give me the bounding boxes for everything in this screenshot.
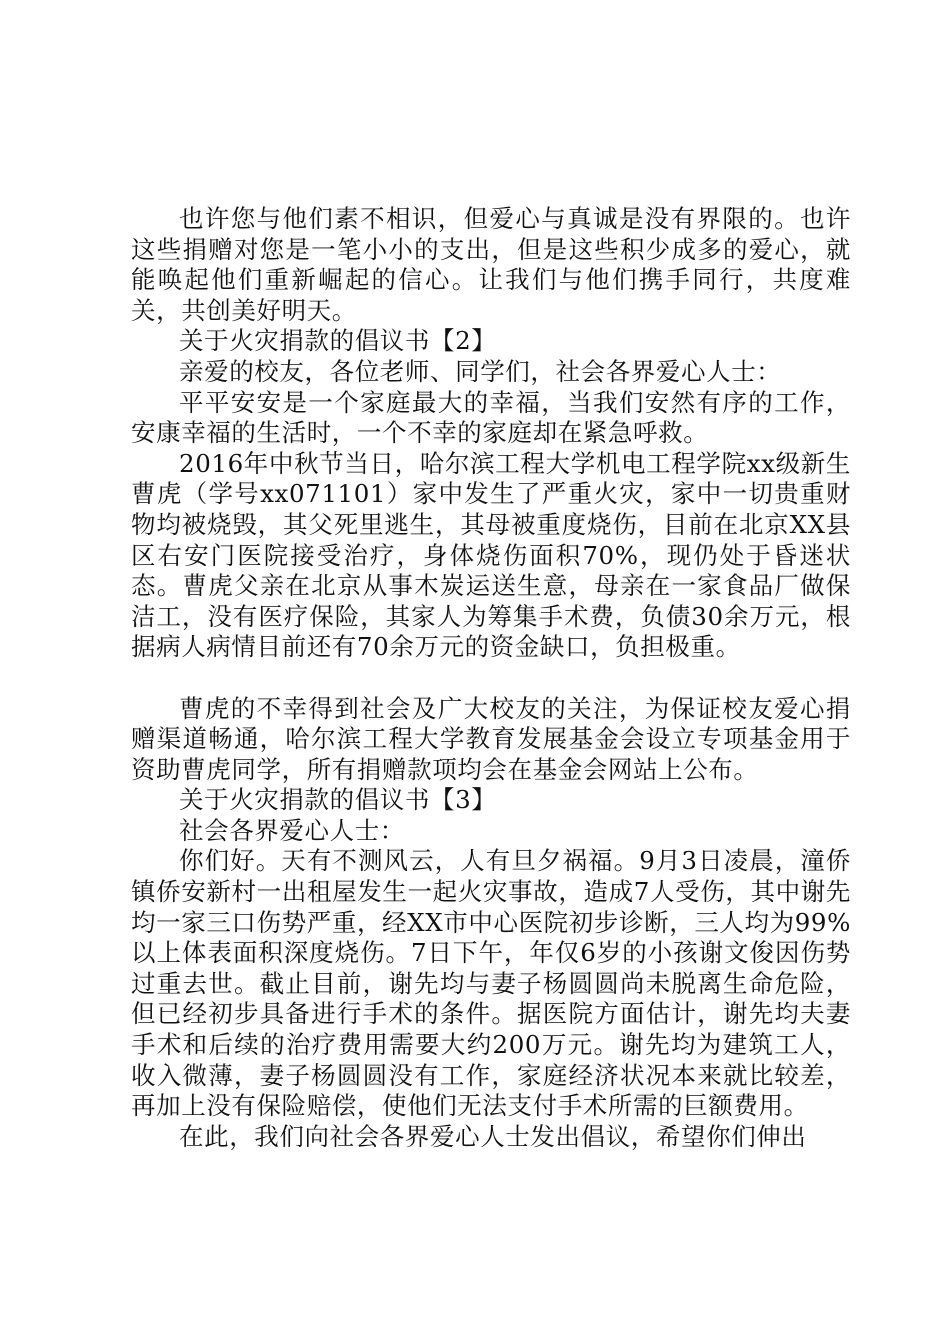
paragraph-safety: 平平安安是一个家庭最大的幸福，当我们安然有序的工作，安康幸福的生活时，一个不幸的家庭却在紧急呼救。: [131, 387, 851, 448]
salutation-3: 社会各界爱心人士：: [179, 815, 405, 845]
paragraph-appeal: 在此，我们向社会各界爱心人士发出倡议，希望你们伸出: [179, 1121, 807, 1151]
paragraph-foundation: 曹虎的不幸得到社会及广大校友的关注，为保证校友爱心捐赠渠道畅通，哈尔滨工程大学教育发展基金会设立专项基金用于资助曹虎同学，所有捐赠款项均会在基金会网站上公布。: [131, 693, 851, 784]
paragraph-intro: 也许您与他们素不相识，但爱心与真诚是没有界限的。也许这些捐赠对您是一笔小小的支出，但是这些积少成多的爱心，就能唤起他们重新崛起的信心。让我们与他们携手同行，共度难关，共创美好明天。: [131, 204, 851, 325]
document-body: [131, 204, 851, 1152]
heading-proposal-2: 关于火灾捐款的倡议书【2】: [179, 326, 497, 356]
heading-proposal-3: 关于火灾捐款的倡议书【3】: [179, 785, 497, 815]
paragraph-fire-xie: 你们好。天有不测风云，人有旦夕祸福。9月3日凌晨，潼侨镇侨安新村一出租屋发生一起火灾事故，造成7人受伤，其中谢先均一家三口伤势严重，经XX市中心医院初步诊断，三人均为99%以上体表面积深度烧伤。7日下午，年仅6岁的小孩谢文俊因伤势过重去世。截止目前，谢先均与妻子杨圆圆尚未脱离生命危险，但已经初步具备进行手术的条件。据医院方面估计，谢先均夫妻手术和后续的治疗费用需要大约200万元。谢先均为建筑工人，收入微薄，妻子杨圆圆没有工作，家庭经济状况本来就比较差，再加上没有保险赔偿，使他们无法支付手术所需的巨额费用。: [131, 846, 851, 1121]
paragraph-fire-caohu: 2016年中秋节当日，哈尔滨工程大学机电工程学院xx级新生曹虎（学号xx071101）家中发生了严重火灾，家中一切贵重财物均被烧毁，其父死里逃生，其母被重度烧伤，目前在北京XX县区右安门医院接受治疗，身体烧伤面积70%，现仍处于昏迷状态。曹虎父亲在北京从事木炭运送生意，母亲在一家食品厂做保洁工，没有医疗保险，其家人为筹集手术费，负债30余万元，根据病人病情目前还有70余万元的资金缺口，负担极重。: [131, 448, 851, 662]
paragraph-gap: [131, 663, 851, 694]
salutation-2: 亲爱的校友，各位老师、同学们，社会各界爱心人士：: [179, 356, 782, 386]
